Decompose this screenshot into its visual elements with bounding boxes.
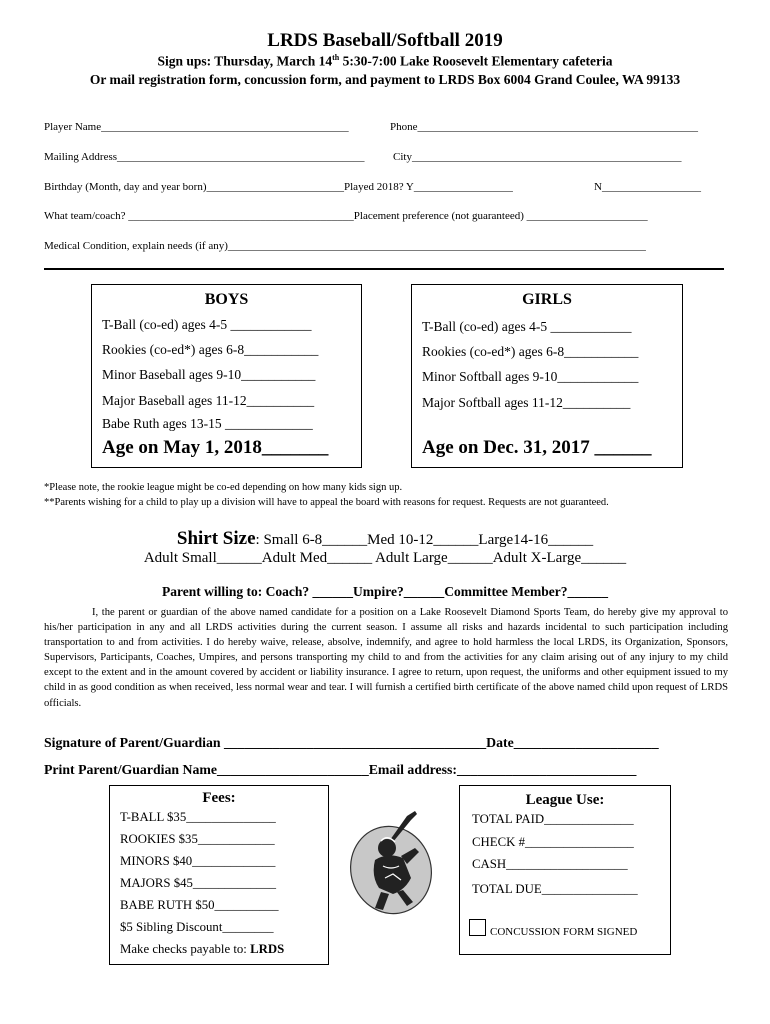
boys-division-row[interactable]: Major Baseball ages 11-12__________ [102,393,315,408]
signups-line: Sign ups: Thursday, March 14th 5:30-7:00 Lake Roosevelt Elementary cafeteria [157,53,613,69]
girls-age-field[interactable]: Age on Dec. 31, 2017 ______ [422,437,652,458]
waiver-paragraph: I, the parent or guardian of the above named candidate for a position on a Lake Roosevelt Diamond Sports Team, do hereby give my approval to his/her participation in any and all LRDS activities during the current season. I assume all risks and hazards incidental to such participation including transportation to and from activities. I do hereby waive, release, absolve, indemnify, and agree to hold harmless the local LRDS, its Organization, Sponsors, Supervisors, Participants, Coaches, Umpires, and persons transporting my child to and from the activities for any claim arising out of any injury to my child except to the extent and in the amount covered by accident or liability insurance. I agree to return, upon request, the uniforms and other equipment issued to my child in as good condition as when received, less normal wear and tear. I will furnish a certified birth certificate of the above named child upon request of LRDS officials. [44,607,728,709]
fee-row: MAJORS $45_____________ [120,876,277,890]
fee-row: MINORS $40_____________ [120,854,276,868]
girls-division-row[interactable]: Minor Softball ages 9-10____________ [422,369,639,384]
girls-division-box [411,284,683,468]
boys-division-row[interactable]: Babe Ruth ages 13-15 _____________ [102,416,313,431]
team-coach-field[interactable]: What team/coach? _________________________________________Placement preference (not guaranteed) ______________________ [44,210,648,222]
shirt-size-youth[interactable]: Shirt Size: Small 6-8______Med 10-12______Large14-16______ [176,528,594,549]
checks-payable-line: Make checks payable to: LRDS [120,942,285,956]
league-use-heading: League Use: [525,792,605,808]
fees-box [109,785,329,965]
boys-age-field[interactable]: Age on May 1, 2018_______ [102,437,329,458]
print-name-email-field[interactable]: Print Parent/Guardian Name______________________Email address:__________________________ [44,762,637,777]
fee-row: ROOKIES $35____________ [120,832,275,846]
signature-field[interactable]: Signature of Parent/Guardian ______________________________________Date_____________________ [44,735,659,750]
boys-heading: BOYS [204,291,249,308]
concussion-form-label: CONCUSSION FORM SIGNED [490,926,638,938]
fee-row: $5 Sibling Discount________ [120,920,274,934]
city-field[interactable]: City_________________________________________________ [393,151,682,163]
boys-division-row[interactable]: T-Ball (co-ed) ages 4-5 ____________ [102,317,312,332]
baseball-batter-icon [345,808,450,918]
girls-division-row[interactable]: T-Ball (co-ed) ages 4-5 ____________ [422,319,632,334]
girls-division-row[interactable]: Major Softball ages 11-12__________ [422,395,631,410]
league-use-box [459,785,671,955]
fee-row: T-BALL $35______________ [120,810,276,824]
girls-heading: GIRLS [522,291,572,308]
divider [44,268,724,270]
mailing-address-field[interactable]: Mailing Address_____________________________________________ [44,151,365,163]
league-use-row: TOTAL PAID______________ [472,812,634,826]
played-no-field[interactable]: N__________________ [594,181,701,193]
mail-line: Or mail registration form, concussion form, and payment to LRDS Box 6004 Grand Coulee, WA 99133 [89,72,681,87]
checkbox-icon[interactable] [469,919,486,936]
medical-condition-field[interactable]: Medical Condition, explain needs (if any)____________________________________________________________________________ [44,240,646,252]
league-use-row: CHECK #_________________ [472,835,634,849]
parent-willing-line[interactable]: Parent willing to: Coach? ______Umpire?______Committee Member?______ [161,584,609,599]
player-name-field[interactable]: Player Name_____________________________________________ [44,121,349,133]
shirt-size-adult[interactable]: Adult Small______Adult Med______ Adult Large______Adult X-Large______ [143,550,627,566]
rookie-note: *Please note, the rookie league might be co-ed depending on how many kids sign up. [44,482,403,493]
fee-row: BABE RUTH $50__________ [120,898,279,912]
boys-division-row[interactable]: Rookies (co-ed*) ages 6-8___________ [102,342,319,357]
shirt-size-label: Shirt Size [176,528,256,549]
play-up-note: **Parents wishing for a child to play up a division will have to appeal the board with reasons for request. Requests are not guaranteed. [44,497,609,508]
phone-field[interactable]: Phone___________________________________________________ [390,121,698,133]
league-use-row: CASH___________________ [472,857,628,871]
league-use-row: TOTAL DUE_______________ [472,882,638,896]
fees-heading: Fees: [202,790,236,806]
boys-division-box [91,284,362,468]
birthday-field[interactable]: Birthday (Month, day and year born)_________________________Played 2018? Y__________________ [44,181,513,193]
page-title: LRDS Baseball/Softball 2019 [267,30,503,51]
girls-division-row[interactable]: Rookies (co-ed*) ages 6-8___________ [422,344,639,359]
boys-division-row[interactable]: Minor Baseball ages 9-10___________ [102,367,316,382]
